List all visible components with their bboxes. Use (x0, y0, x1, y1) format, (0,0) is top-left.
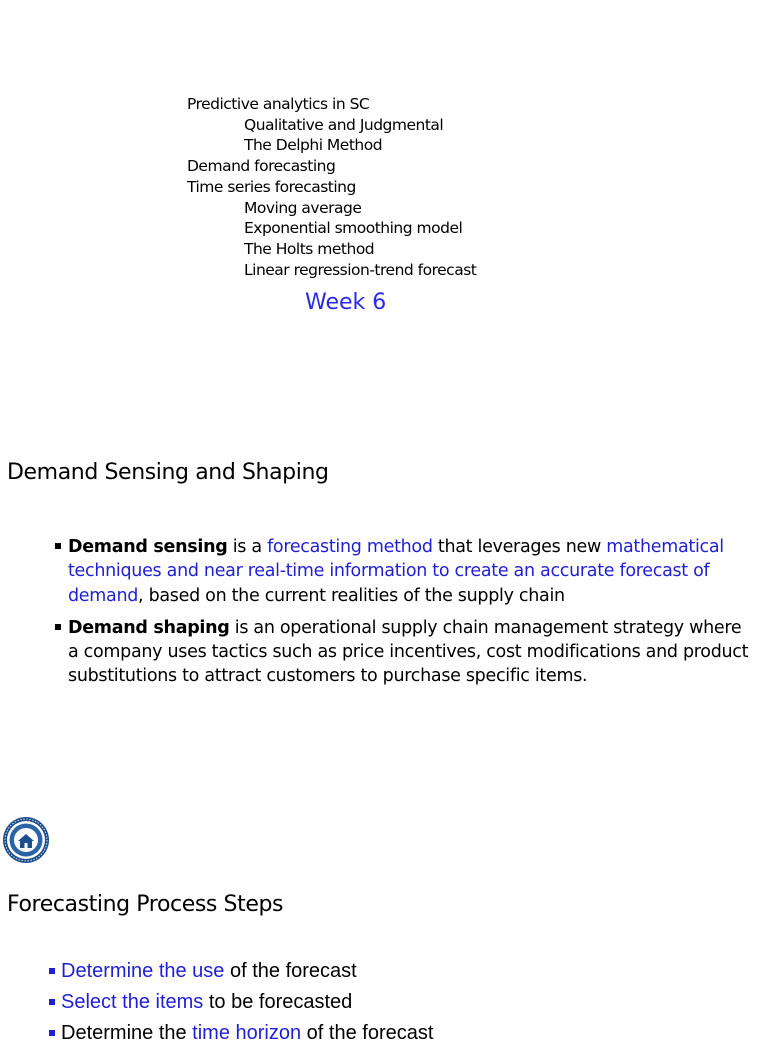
process-steps-list (47, 956, 433, 1049)
term-demand-sensing: Demand sensing (68, 537, 228, 557)
link-forecasting-method[interactable]: forecasting method (267, 537, 433, 557)
bullet-text: , based on the current realities of the supply chain (138, 585, 565, 606)
bullet-text: is a (227, 537, 268, 557)
step-highlight[interactable]: Select the items (61, 991, 204, 1013)
outline-item: Predictive analytics in SC (187, 95, 370, 113)
square-bullet-icon (55, 543, 61, 549)
step-text: to be forecasted (203, 991, 353, 1013)
slide-title: Demand Sensing and Shaping (7, 460, 329, 485)
bullet-demand-shaping (52, 616, 752, 689)
process-step (47, 1018, 433, 1049)
agenda-outline (187, 94, 476, 280)
square-bullet-icon (55, 624, 61, 630)
outline-item: Time series forecasting (187, 177, 356, 196)
outline-subitem: Exponential smoothing model (244, 219, 463, 238)
process-step (47, 987, 433, 1018)
link-mathematical-techniques[interactable]: mathematical techniques and near real-time information to create an accurate forecast of demand (68, 537, 724, 606)
step-text: Determine the (61, 1022, 193, 1044)
slide-agenda (0, 0, 768, 410)
outline-subitem: Linear regression-trend forecast (244, 260, 477, 279)
outline-subitem: The Holts method (244, 239, 375, 258)
process-step (47, 956, 433, 987)
step-highlight[interactable]: time horizon (192, 1022, 302, 1044)
square-bullet-icon (49, 1030, 55, 1036)
slide-title: Forecasting Process Steps (7, 892, 284, 917)
outline-subitem: Qualitative and Judgmental (244, 115, 444, 134)
square-bullet-icon (49, 999, 55, 1005)
bullet-demand-sensing (52, 535, 752, 608)
bullet-list (52, 535, 752, 697)
university-seal-icon (2, 816, 50, 864)
slide-demand-sensing (0, 410, 768, 810)
slide-forecasting-steps (0, 810, 768, 1044)
outline-subitem: Moving average (244, 198, 362, 217)
week-label: Week 6 (305, 290, 387, 315)
term-demand-shaping: Demand shaping (68, 617, 230, 638)
bullet-text: is an operational supply chain management strategy where a company uses tactics such as price incentives, cost modifications and product substitutions to attract customers to purchase specific items. (68, 617, 749, 687)
bullet-text: that leverages new (432, 537, 607, 557)
step-text: of the forecast (224, 960, 357, 982)
square-bullet-icon (49, 968, 55, 974)
outline-item: Demand forecasting (187, 157, 336, 176)
step-text: of the forecast (301, 1022, 434, 1044)
step-highlight[interactable]: Determine the use (61, 960, 225, 982)
outline-subitem: The Delphi Method (244, 136, 383, 155)
